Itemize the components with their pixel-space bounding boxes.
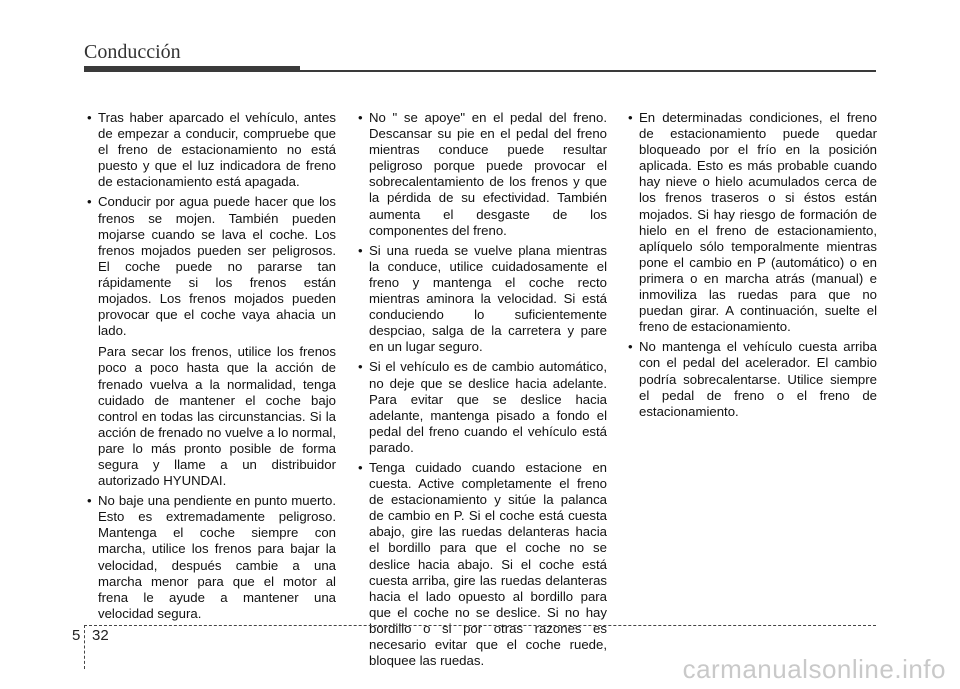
bullet-icon: • [87, 110, 92, 125]
list-item [625, 110, 877, 335]
list-item [625, 339, 877, 419]
bullet-icon: • [358, 459, 363, 475]
paragraph: Para secar los frenos, utilice los frenos poco a poco hasta que la acción de frenado vuelva a la normalidad, tenga cuidado de mantener el coche bajo control en todas las circunstancias. Si la acción de frenado no vuelve a lo normal, pare lo más pronto posible de forma segura y llame a un distribuidor autorizado HYUNDAI. [98, 344, 336, 489]
paragraph: En determinadas condiciones, el freno de estacionamiento puede quedar bloqueado por el frío en la posición aplicada. Esto es más probable cuando hay nieve o hielo acumulados cerca de los frenos traseros o si éstos están mojados. Si hay riesgo de formación de hielo en el freno de estacionamiento, aplíquelo sólo temporalmente mientras pone el cambio en P (automático) o en primera o en marcha atrás (manual) e inmoviliza las ruedas para que no puedan girar. A continuación, suelte el freno de estacionamiento. [639, 110, 877, 335]
bullet-icon: • [358, 242, 363, 258]
bullet-icon: • [358, 359, 363, 375]
header-bar [84, 66, 300, 72]
paragraph: Tenga cuidado cuando estacione en cuesta. Active completamente el freno de estacionamiento y sitúe la palanca de cambio en P. Si el coche está cuesta abajo, gire las ruedas delanteras hacia el bordillo para que el coche no se deslice hacia abajo. Si el coche está cuesta arriba, gire las ruedas delanteras hacia el lado opuesto al bordillo para que el coche no se deslice. Si no hay bordillo o si por otras razones es necesario evitar que el coche ruede, bloquee las ruedas. [369, 459, 607, 669]
list-item [355, 359, 607, 456]
paragraph: Si el vehículo es de cambio automático, no deje que se deslice hacia adelante. Para evitar que se deslice hacia adelante, mantenga pisado a fondo el pedal del freno cuando el vehículo está parado. [369, 359, 607, 455]
header-rule [300, 70, 876, 72]
list-item [355, 460, 607, 669]
bullet-icon: • [87, 194, 92, 210]
footer-rule [84, 625, 876, 626]
list-item [84, 110, 336, 190]
text-column-2 [355, 110, 607, 673]
bullet-icon: • [628, 339, 633, 355]
paragraph: No mantenga el vehículo cuesta arriba con el pedal del acelerador. El cambio podría sobrecalentarse. Utilice siempre el pedal de freno o el freno de estacionamiento. [639, 339, 877, 419]
list-item [84, 493, 336, 622]
paragraph: Tras haber aparcado el vehículo, antes de empezar a conducir, compruebe que el freno de estacionamiento no está puesto y que el luz indicadora de freno de estacionamiento está apagada. [98, 110, 336, 190]
bullet-icon: • [87, 493, 92, 509]
bullet-icon: • [628, 110, 633, 125]
list-item [355, 110, 607, 239]
page-number: 32 [92, 627, 109, 644]
list-item [84, 194, 336, 489]
list-item [355, 243, 607, 356]
watermark: carmanualsonline.info [682, 654, 946, 684]
footer-divider [84, 625, 85, 669]
paragraph: No baje una pendiente en punto muerto. Esto es extremadamente peligroso. Mantenga el coche siempre con marcha, utilice los frenos para bajar la velocidad, después cambie a una marcha menor para que el motor al frena le ayude a mantener una velocidad segura. [98, 493, 336, 621]
page-title: Conducción [84, 41, 181, 63]
bullet-icon: • [358, 110, 363, 125]
paragraph: Conducir por agua puede hacer que los frenos se mojen. También pueden mojarse cuando se lava el coche. Los frenos mojados pueden ser peligrosos. El coche puede no pararse tan rápidamente si los frenos están mojados. Los frenos mojados pueden provocar que el coche vaya ahacia un lado. [98, 194, 336, 339]
paragraph: No " se apoye" en el pedal del freno. Descansar su pie en el pedal del freno mientras conduce puede resultar peligroso porque puede provocar el sobrecalentamiento de los frenos y que la pérdida de su efectividad. También aumenta el desgaste de los componentes del freno. [369, 110, 607, 238]
chapter-number: 5 [72, 627, 81, 644]
text-column-1 [84, 110, 336, 626]
text-column-3 [625, 110, 877, 424]
paragraph: Si una rueda se vuelve plana mientras la conduce, utilice cuidadosamente el freno y mantenga el coche recto mientras aminora la velocidad. Si está conduciendo lo suficientemente despciao, salga de la carretera y pare en un lugar seguro. [369, 242, 607, 355]
